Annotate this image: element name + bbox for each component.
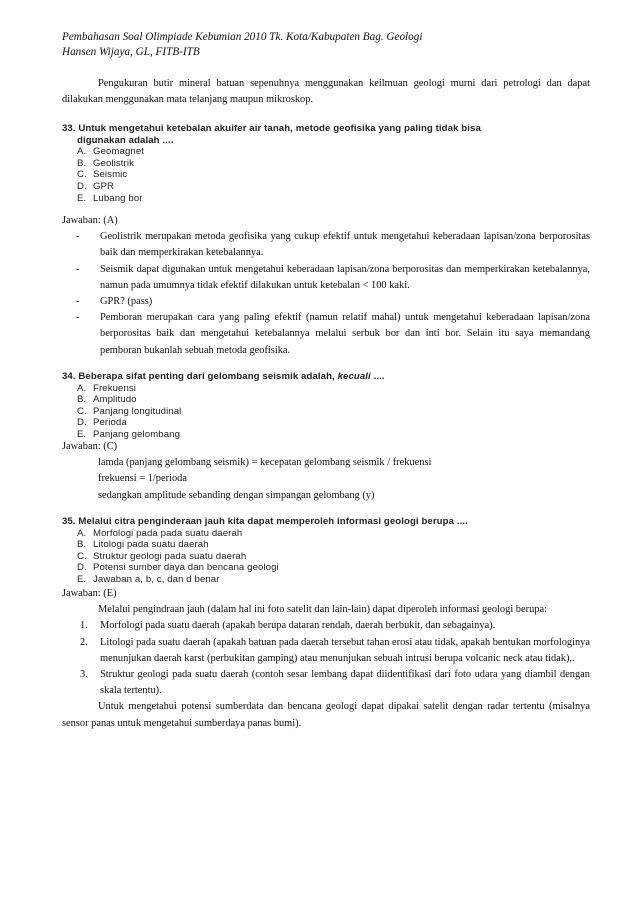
- answer-35-item-2: 2. Litologi pada suatu daerah (apakah batuan pada daerah tersebut tahan erosi atau tidak, apakah bentukan morfologinya menunjukan daerah karst (perbukitan gamping) atau menunjukan sebuah intrusi berupa volcanic neck atau tidak),.: [80, 636, 590, 664]
- question-33-option-d: D. GPR: [77, 180, 115, 192]
- question-33-stem-line2: digunakan adalah ....: [77, 134, 174, 146]
- question-34-stem: 34. Beberapa sifat penting dari gelombang seismik adalah, kecuali ....: [62, 371, 385, 382]
- question-34-option-d: D. Perioda: [77, 417, 127, 429]
- question-34-option-e: E. Panjang gelombang: [77, 428, 181, 440]
- answer-35: [62, 586, 590, 732]
- answer-34-line-3: sedangkan amplitude sebanding dengan simpangan gelombang (y): [98, 489, 375, 501]
- question-33-option-b: B. Geolistrik: [77, 157, 134, 169]
- question-33-option-a: A. Geomagnet: [77, 146, 145, 158]
- header-line-1: Pembahasan Soal Olimpiade Kebumian 2010 Tk. Kota/Kabupaten Bag. Geologi: [62, 31, 423, 43]
- answer-35-item-1: 1. Morfologi pada suatu daerah (apakah berupa dataran rendah, daerah berbukit, dan sebagainya).: [80, 620, 496, 632]
- answer-34-label: Jawaban: (C): [62, 441, 118, 452]
- question-34-option-b: B. Amplitudo: [77, 394, 137, 406]
- question-35-stem: 35. Melalui citra penginderaan jauh kita dapat memperoleh informasi geologi berupa ....: [62, 516, 468, 527]
- answer-34-line-1: lamda (panjang gelombang seismik) = kecepatan gelombang seismik / frekuensi: [98, 457, 432, 469]
- question-33-option-c: C. Seismic: [77, 169, 128, 181]
- header-line-2: Hansen Wijaya, GL, FITB-ITB: [62, 46, 200, 58]
- answer-35-intro: Melalui pengindraan jauh (dalam hal ini foto satelit dan lain-lain) dapat diperoleh informasi geologi berupa:: [98, 604, 547, 616]
- answer-33-bullet-4: - Pemboran merupakan cara yang paling efektif (namun relatif mahal) untuk mengetahui keberadaan lapisan/zona berporositas baik dan mengetahui ketebalannya melalui serbuk bor dan inti bor. Selain itu saya memandang pemboran bukanlah sebuah metoda geofisika.: [76, 312, 590, 356]
- question-33-option-e: E. Lubang bor: [77, 192, 143, 204]
- question-35-option-d: D. Potensi sumber daya dan bencana geologi: [77, 562, 279, 574]
- question-35-option-b: B. Litologi pada suatu daerah: [77, 539, 209, 551]
- answer-34: [62, 439, 590, 504]
- question-33: [62, 123, 502, 204]
- question-35-option-a: A. Morfologi pada pada suatu daerah: [77, 527, 243, 539]
- answer-33-label: Jawaban: (A): [62, 215, 118, 226]
- question-33-stem-line1: 33. Untuk mengetahui ketebalan akuifer air tanah, metode geofisika yang paling tidak bisa: [62, 123, 481, 134]
- answer-33-bullet-3: - GPR? (pass): [76, 296, 153, 308]
- answer-35-label: Jawaban: (E): [62, 588, 117, 599]
- question-34-option-c: C. Panjang longitudinal: [77, 405, 182, 417]
- answer-33-bullet-2: - Seismik dapat digunakan untuk mengetahui keberadaan lapisan/zona berporositas dan memperkirakan ketebalannya, namun pada umumnya tidak efektif dilakukan untuk ketebalan < 100 kaki.: [76, 263, 590, 291]
- answer-35-item-3: 3. Struktur geologi pada suatu daerah (contoh sesar lembang dapat diidentifikasi dari foto udara yang diambil dengan skala tertentu).: [80, 669, 590, 697]
- answer-35-closing: Untuk mengetahui potensi sumberdata dan bencana geologi dapat dipakai satelit dengan radar tertentu (misalnya sensor panas untuk mengetahui sumberdaya panas bumi).: [62, 701, 590, 729]
- question-34: [62, 371, 502, 441]
- answer-34-line-2: frekuensi = 1/perioda: [98, 473, 187, 485]
- question-35-option-e: E. Jawaban a, b, c, dan d benar: [77, 573, 220, 585]
- question-34-option-a: A. Frekuensi: [77, 382, 137, 394]
- question-35: [62, 516, 502, 586]
- answer-33: [62, 213, 590, 359]
- question-35-option-c: C. Struktur geologi pada suatu daerah: [77, 550, 247, 562]
- intro-paragraph: Pengukuran butir mineral batuan sepenuhnya menggunakan keilmuan geologi murni dari petrologi dan dapat dilakukan menggunakan mata telanjang maupun mikroskop.: [62, 78, 590, 106]
- answer-33-bullet-1: - Geolistrik merupakan metoda geofisika yang cukup efektif untuk mengetahui keberadaan lapisan/zona berporositas baik dan memperkirakan ketebalannya.: [76, 231, 590, 259]
